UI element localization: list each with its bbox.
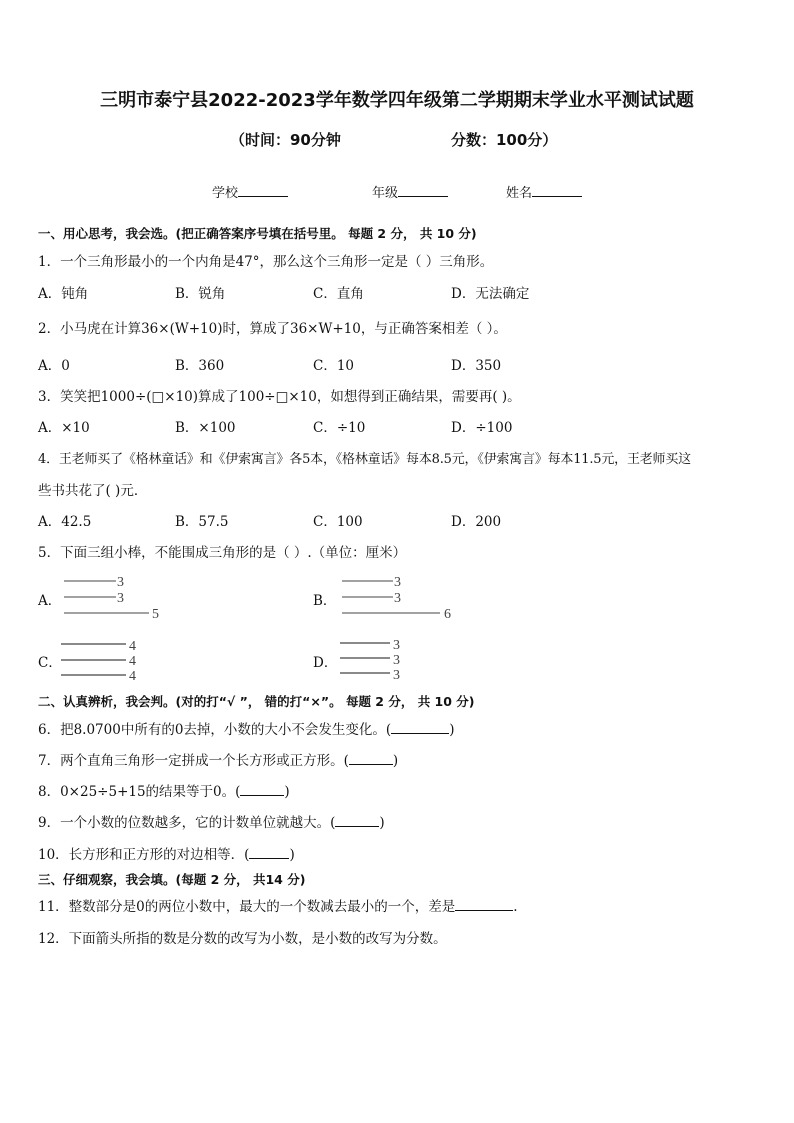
name-blank[interactable] xyxy=(532,183,582,197)
q5-a-stick-2-length: 3 xyxy=(117,591,124,606)
question-11-text: 11．整数部分是0的两位小数中，最大的一个数减去最小的一个，差是 xyxy=(38,899,456,915)
q5-d-stick-2-length: 3 xyxy=(393,653,400,668)
question-11: 11．整数部分是0的两位小数中，最大的一个数减去最小的一个，差是 . xyxy=(38,899,518,915)
q2-option-a: A．0 xyxy=(38,358,70,374)
q3-option-a: A．×10 xyxy=(38,420,90,436)
q9-answer-blank[interactable] xyxy=(335,814,379,827)
q5-b-stick-2-length: 3 xyxy=(394,591,401,606)
school-label: 学校 xyxy=(212,186,239,201)
q6-answer-blank[interactable] xyxy=(391,721,449,734)
q2-option-c: C．10 xyxy=(313,358,355,374)
question-5-text: 5．下面三组小棒，不能围成三角形的是（ ）.（单位：厘米） xyxy=(38,545,407,561)
q5-option-a-label: A． xyxy=(38,593,62,609)
time-label: （时间：90分钟 xyxy=(230,131,341,149)
q5-option-d-sticks xyxy=(336,636,436,682)
section-1-heading: 一、用心思考，我会选。(把正确答案序号填在括号里。 每题 2 分， 共 10 分) xyxy=(38,226,477,241)
section-2-heading: 二、认真辨析，我会判。(对的打“√ ”， 错的打“×”。 每题 2 分， 共 10 分) xyxy=(38,694,475,709)
question-9: 9．一个小数的位数越多，它的计数单位就越大。( ) xyxy=(38,815,385,831)
name-label: 姓名 xyxy=(506,186,533,201)
q3-option-d: D．÷100 xyxy=(451,420,513,436)
q5-a-stick-1-length: 3 xyxy=(117,575,124,590)
name-field xyxy=(506,182,582,201)
q5-c-stick-3-length: 4 xyxy=(129,669,136,684)
q5-option-c-sticks xyxy=(58,636,158,682)
question-1-text: 1．一个三角形最小的一个内角是47°，那么这个三角形一定是（ ）三角形。 xyxy=(38,254,494,270)
school-field xyxy=(212,182,288,201)
school-blank[interactable] xyxy=(238,183,288,197)
q1-option-c: C．直角 xyxy=(313,286,364,302)
q3-option-c: C．÷10 xyxy=(313,420,366,436)
question-12-text: 12．下面箭头所指的数是分数的改写为小数，是小数的改写为分数。 xyxy=(38,931,447,947)
question-7-text: 7．两个直角三角形一定拼成一个长方形或正方形。( xyxy=(38,753,349,769)
q5-d-stick-1-length: 3 xyxy=(393,638,400,653)
q2-option-d: D．350 xyxy=(451,358,502,374)
q5-option-b-label: B． xyxy=(313,593,337,609)
question-10-text: 10．长方形和正方形的对边相等．( xyxy=(38,847,250,863)
q5-option-d-label: D． xyxy=(313,655,338,671)
q5-b-stick-3-length: 6 xyxy=(444,607,451,622)
question-3-text: 3．笑笑把1000÷(□×10)算成了100÷□×10，如想得到正确结果，需要再( )。 xyxy=(38,389,521,405)
q4-option-a: A．42.5 xyxy=(38,514,92,530)
q11-answer-blank[interactable] xyxy=(455,898,513,911)
q5-b-stick-1-length: 3 xyxy=(394,575,401,590)
grade-blank[interactable] xyxy=(398,183,448,197)
question-8-text: 8．0×25÷5+15的结果等于0。( xyxy=(38,784,241,800)
q4-option-d: D．200 xyxy=(451,514,502,530)
q1-option-d: D．无法确定 xyxy=(451,286,530,302)
question-4-line-2: 些书共花了( )元． xyxy=(38,483,148,499)
q7-answer-blank[interactable] xyxy=(349,752,393,765)
q2-option-b: B．360 xyxy=(175,358,225,374)
q5-a-stick-3-length: 5 xyxy=(152,607,159,622)
question-4-line-1: 4．王老师买了《格林童话》和《伊索寓言》各5本，《格林童话》每本8.5元，《伊索寓言》每本11.5元，王老师买这 xyxy=(38,452,691,467)
q3-option-b: B．×100 xyxy=(175,420,236,436)
q5-option-a-sticks xyxy=(60,572,180,622)
q5-d-stick-3-length: 3 xyxy=(393,668,400,683)
question-10: 10．长方形和正方形的对边相等．( ) xyxy=(38,847,295,863)
question-8: 8．0×25÷5+15的结果等于0。( ) xyxy=(38,784,290,800)
grade-label: 年级 xyxy=(372,186,399,201)
question-7: 7．两个直角三角形一定拼成一个长方形或正方形。( ) xyxy=(38,753,399,769)
question-6: 6．把8.0700中所有的0去掉，小数的大小不会发生变化。( ) xyxy=(38,722,455,738)
page-title: 三明市泰宁县2022-2023学年数学四年级第二学期期末学业水平测试试题 xyxy=(100,90,694,111)
question-9-text: 9．一个小数的位数越多，它的计数单位就越大。( xyxy=(38,815,336,831)
section-3-heading: 三、仔细观察，我会填。(每题 2 分， 共14 分) xyxy=(38,872,306,887)
q4-option-c: C．100 xyxy=(313,514,363,530)
q5-c-stick-2-length: 4 xyxy=(129,654,136,669)
q4-option-b: B．57.5 xyxy=(175,514,229,530)
q1-option-a: A．钝角 xyxy=(38,286,89,302)
q5-option-b-sticks xyxy=(338,572,468,622)
question-6-text: 6．把8.0700中所有的0去掉，小数的大小不会发生变化。( xyxy=(38,722,392,738)
question-2-text: 2．小马虎在计算36×(W+10)时，算成了36×W+10，与正确答案相差（ ）。 xyxy=(38,321,507,337)
grade-field xyxy=(372,182,448,201)
q5-option-c-label: C． xyxy=(38,655,62,671)
q1-option-b: B．锐角 xyxy=(175,286,226,302)
q5-c-stick-1-length: 4 xyxy=(129,639,136,654)
q10-answer-blank[interactable] xyxy=(249,846,289,859)
q8-answer-blank[interactable] xyxy=(240,783,284,796)
score-label: 分数：100分） xyxy=(451,131,558,149)
